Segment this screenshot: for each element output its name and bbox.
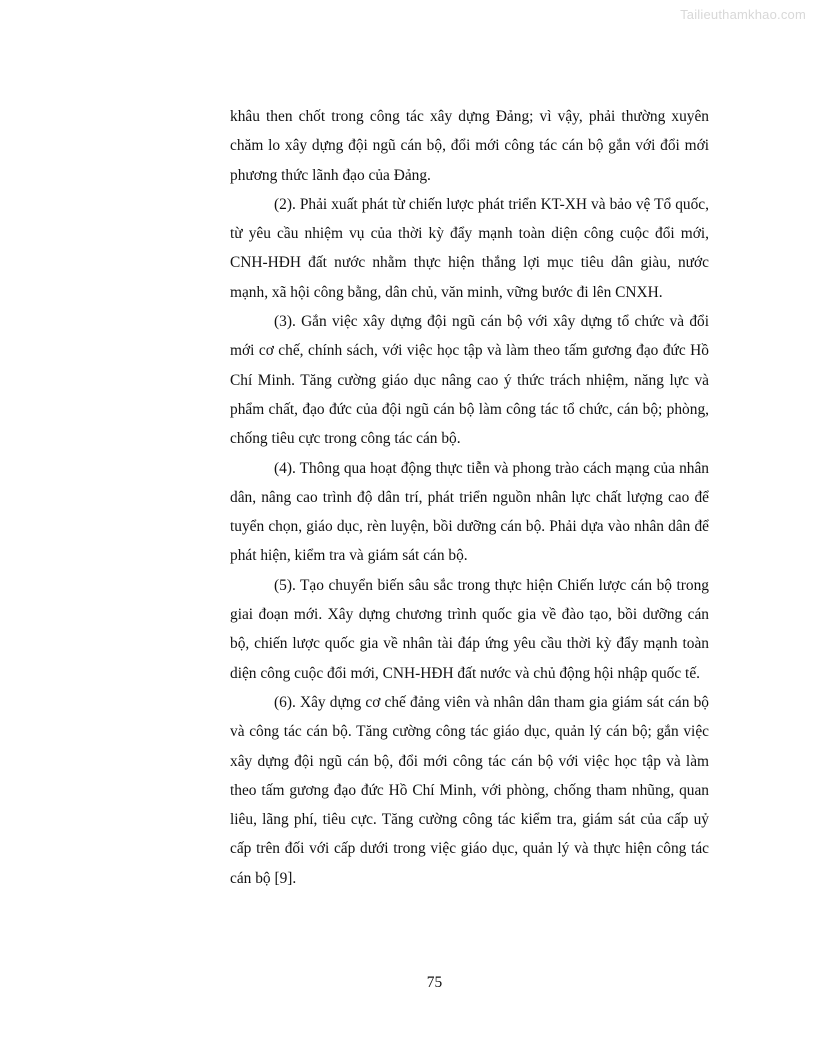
watermark-text: Tailieuthamkhao.com: [680, 7, 806, 22]
document-body: [230, 102, 709, 893]
paragraph-continuation: khâu then chốt trong công tác xây dựng Đảng; vì vậy, phải thường xuyên chăm lo xây dựng đội ngũ cán bộ, đổi mới công tác cán bộ gắn với đổi mới phương thức lãnh đạo của Đảng.: [230, 108, 709, 184]
paragraph-item-3: (3). Gắn việc xây dựng đội ngũ cán bộ với xây dựng tổ chức và đổi mới cơ chế, chính sách, với việc học tập và làm theo tấm gương đạo đức Hồ Chí Minh. Tăng cường giáo dục nâng cao ý thức trách nhiệm, năng lực và phẩm chất, đạo đức của đội ngũ cán bộ làm công tác tổ chức, cán bộ; phòng, chống tiêu cực trong công tác cán bộ.: [230, 313, 709, 448]
paragraph-item-6: (6). Xây dựng cơ chế đảng viên và nhân dân tham gia giám sát cán bộ và công tác cán bộ. Tăng cường công tác giáo dục, quản lý cán bộ; gắn việc xây dựng đội ngũ cán bộ, đổi mới công tác cán bộ với việc học tập và làm theo tấm gương đạo đức Hồ Chí Minh, với phòng, chống tham nhũng, quan liêu, lãng phí, tiêu cực. Tăng cường công tác kiểm tra, giám sát của cấp uỷ cấp trên đối với cấp dưới trong việc giáo dục, quản lý và thực hiện công tác cán bộ [9].: [230, 693, 709, 887]
page-number: 75: [426, 974, 443, 991]
paragraph-item-5: (5). Tạo chuyển biến sâu sắc trong thực hiện Chiến lược cán bộ trong giai đoạn mới. Xây dựng chương trình quốc gia về đào tạo, bồi dưỡng cán bộ, chiến lược quốc gia về nhân tài đáp ứng yêu cầu thời kỳ đẩy mạnh toàn diện công cuộc đổi mới, CNH-HĐH đất nước và chủ động hội nhập quốc tế.: [230, 576, 709, 682]
paragraph-item-2: (2). Phải xuất phát từ chiến lược phát triển KT-XH và bảo vệ Tổ quốc, từ yêu cầu nhiệm vụ của thời kỳ đẩy mạnh toàn diện công cuộc đổi mới, CNH-HĐH đất nước nhằm thực hiện thắng lợi mục tiêu dân giàu, nước mạnh, xã hội công bằng, dân chủ, văn minh, vững bước đi lên CNXH.: [230, 195, 709, 301]
paragraph-item-4: (4). Thông qua hoạt động thực tiễn và phong trào cách mạng của nhân dân, nâng cao trình độ dân trí, phát triển nguồn nhân lực chất lượng cao để tuyển chọn, giáo dục, rèn luyện, bồi dưỡng cán bộ. Phải dựa vào nhân dân để phát hiện, kiểm tra và giám sát cán bộ.: [230, 459, 709, 565]
